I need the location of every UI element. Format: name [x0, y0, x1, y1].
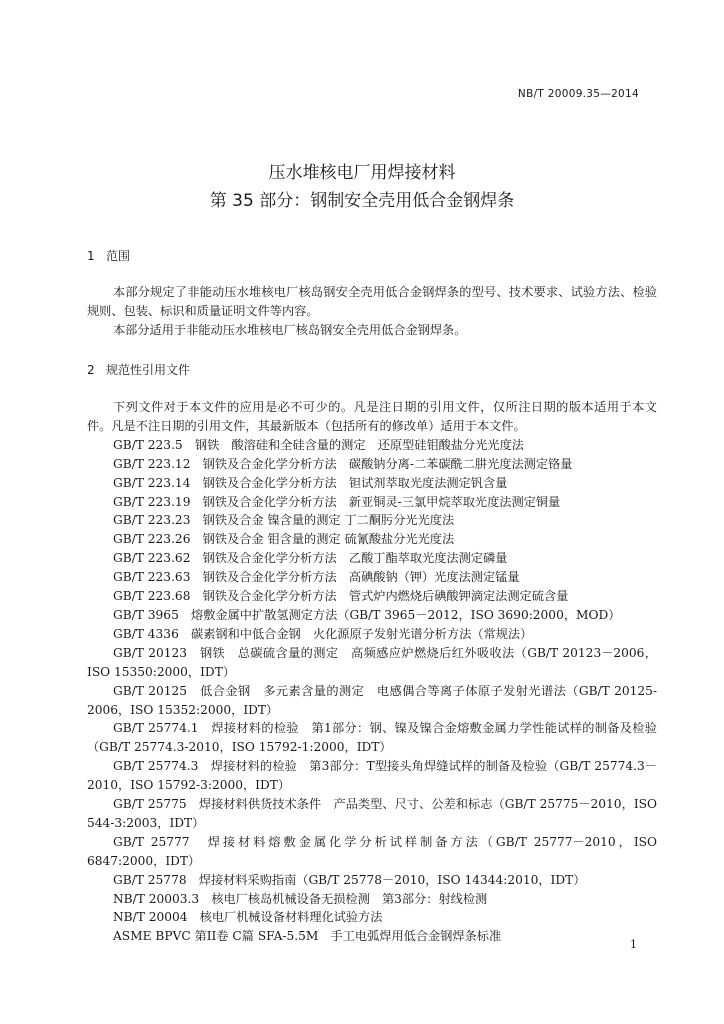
page-number: 1 — [630, 938, 637, 951]
reference-item: GB/T 20123 钢铁 总碳硫含量的测定 高频感应炉燃烧后红外吸收法（GB/T 20123－2006，ISO 15350:2000，IDT） — [87, 645, 657, 679]
reference-list — [87, 436, 657, 946]
reference-item: GB/T 25774.1 焊接材料的检验 第1部分：钢、镍及镍合金熔敷金属力学性能试样的制备及检验（GB/T 25774.3-2010，ISO 15792-1:2000，IDT） — [87, 721, 657, 755]
section-number: 2 — [87, 363, 95, 377]
reference-item: GB/T 223.26 钢铁及合金 钼含量的测定 硫氰酸盐分光光度法 — [113, 532, 455, 547]
document-title: 压水堆核电厂用焊接材料 — [268, 163, 456, 183]
reference-item: GB/T 223.5 钢铁 酸溶硅和全硅含量的测定 还原型硅钼酸盐分光光度法 — [113, 437, 524, 452]
reference-item: GB/T 223.19 钢铁及合金化学分析方法 新亚铜灵-三氯甲烷萃取光度法测定铜量 — [113, 494, 561, 509]
standard-number-header: NB/T 20009.35—2014 — [517, 88, 639, 100]
reference-item: NB/T 20003.3 核电厂核岛机械设备无损检测 第3部分：射线检测 — [113, 891, 488, 906]
section-heading-normative-references — [87, 361, 190, 378]
reference-item: GB/T 25778 焊接材料采购指南（GB/T 25778－2010，ISO 14344:2010，IDT） — [113, 872, 586, 887]
reference-item: GB/T 223.68 钢铁及合金化学分析方法 管式炉内燃烧后碘酸钾滴定法测定硫含量 — [113, 589, 569, 604]
reference-item: GB/T 223.62 钢铁及合金化学分析方法 乙酸丁酯萃取光度法测定磷量 — [113, 551, 508, 566]
document-subtitle: 第 35 部分：钢制安全壳用低合金钢焊条 — [209, 191, 515, 211]
section-title: 范围 — [106, 249, 131, 263]
reference-item: GB/T 4336 碳素钢和中低合金钢 火化源原子发射光谱分析方法（常规法） — [113, 626, 533, 641]
reference-item: ASME BPVC 第II卷 C篇 SFA-5.5M 手工电弧焊用低合金钢焊条标准 — [113, 929, 502, 944]
reference-item: GB/T 223.12 钢铁及合金化学分析方法 碳酸钠分离-二苯碳酰二肼光度法测定铬量 — [113, 456, 573, 471]
section-references-body — [87, 398, 657, 946]
reference-item: GB/T 20125 低合金钢 多元素含量的测定 电感偶合等离子体原子发射光谱法（GB/T 20125-2006，ISO 15352:2000，IDT） — [87, 683, 657, 717]
reference-item: GB/T 223.63 钢铁及合金化学分析方法 高碘酸钠（钾）光度法测定锰量 — [113, 570, 520, 585]
reference-item: GB/T 3965 熔敷金属中扩散氢测定方法（GB/T 3965－2012，ISO 3690:2000，MOD） — [113, 607, 621, 622]
section-heading-scope — [87, 247, 130, 264]
section-scope-body — [87, 283, 657, 340]
paragraph: 本部分规定了非能动压水堆核电厂核岛钢安全壳用低合金钢焊条的型号、技术要求、试验方法、检验规则、包装、标识和质量证明文件等内容。 — [87, 285, 657, 318]
reference-item: GB/T 223.14 钢铁及合金化学分析方法 钽试剂萃取光度法测定钒含量 — [113, 475, 508, 490]
section-number: 1 — [87, 249, 95, 263]
reference-item: NB/T 20004 核电厂机械设备材料理化试验方法 — [113, 910, 383, 925]
section-title: 规范性引用文件 — [106, 363, 191, 377]
reference-item: GB/T 25774.3 焊接材料的检验 第3部分：T型接头角焊缝试样的制备及检验（GB/T 25774.3－2010，ISO 15792-3:2000，IDT） — [87, 759, 657, 793]
reference-item: GB/T 25775 焊接材料供货技术条件 产品类型、尺寸、公差和标志（GB/T 25775－2010，ISO 544-3:2003，IDT） — [87, 797, 657, 830]
paragraph: 本部分适用于非能动压水堆核电厂核岛钢安全壳用低合金钢焊条。 — [113, 322, 467, 337]
reference-item: GB/T 223.23 钢铁及合金 镍含量的测定 丁二酮肟分光光度法 — [113, 513, 455, 528]
reference-item: GB/T 25777 焊接材料熔敷金属化学分析试样制备方法（GB/T 25777－2010，ISO 6847:2000，IDT） — [87, 834, 657, 868]
paragraph: 下列文件对于本文件的应用是必不可少的。凡是注日期的引用文件，仅所注日期的版本适用于本文件。凡是不注日期的引用文件，其最新版本（包括所有的修改单）适用于本文件。 — [87, 400, 657, 433]
